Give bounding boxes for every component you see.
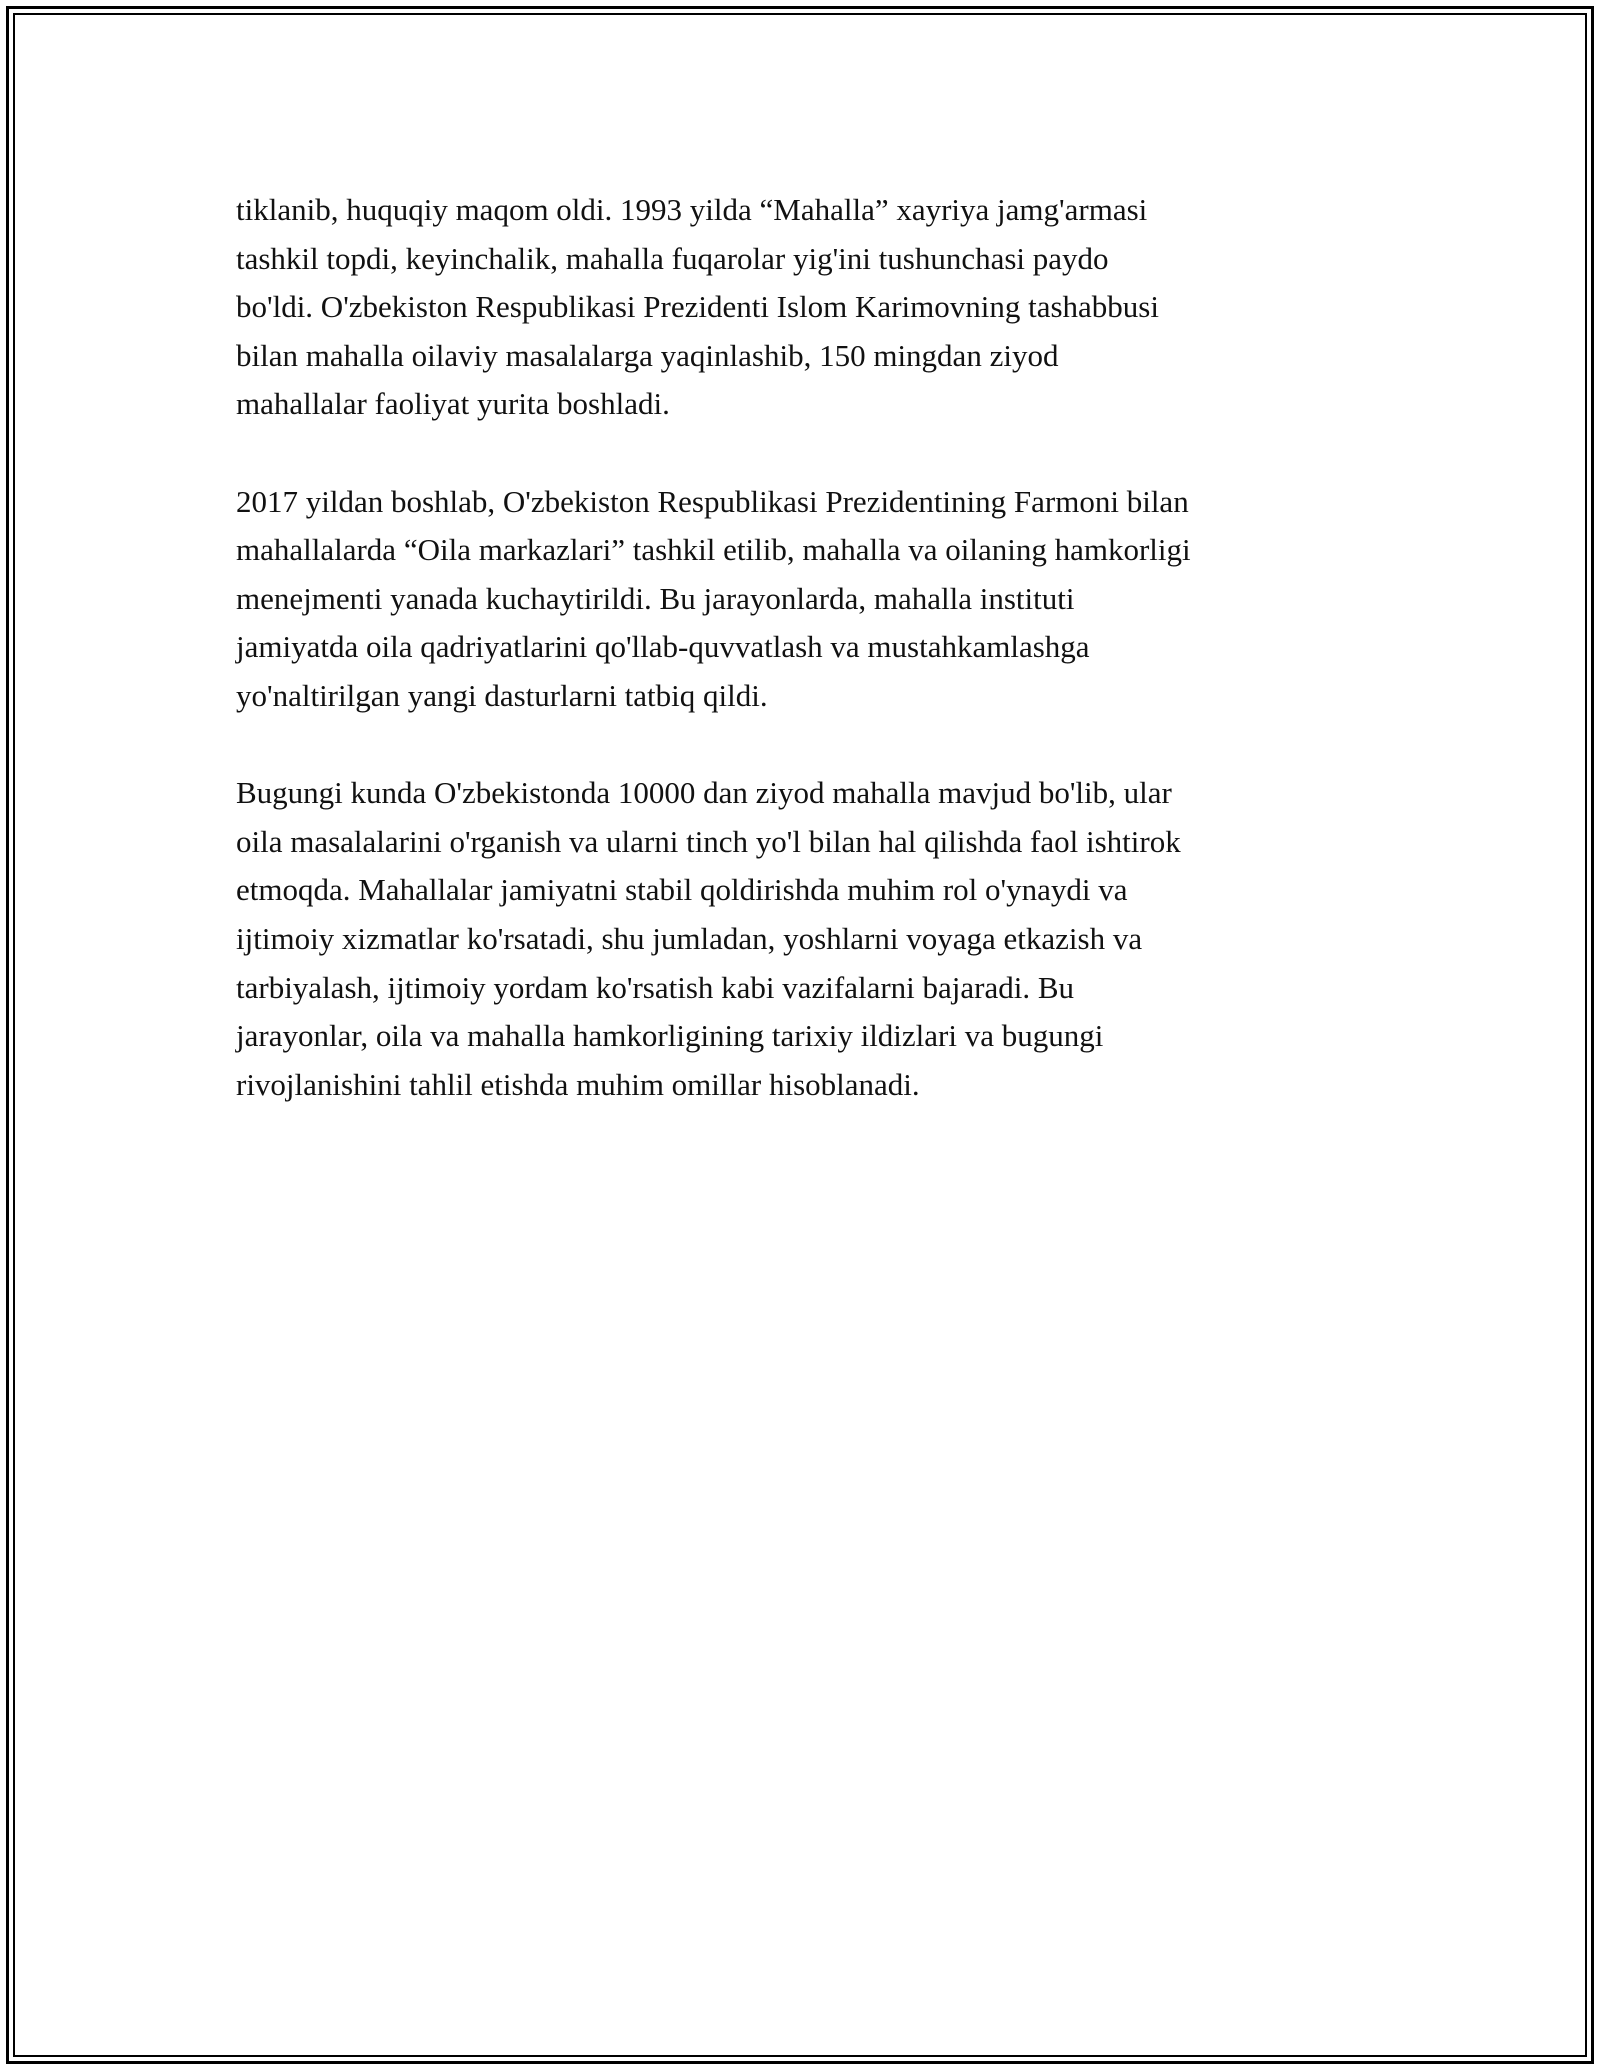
text-line: 2017 yildan boshlab, O'zbekiston Respublikasi Prezidentining Farmoni bilan: [236, 483, 1189, 519]
text-line: yo'naltirilgan yangi dasturlarni tatbiq qildi.: [236, 677, 768, 713]
text-line: jamiyatda oila qadriyatlarini qo'llab-quvvatlash va mustahkamlashga: [236, 629, 1090, 665]
text-line: ijtimoiy xizmatlar ko'rsatadi, shu jumladan, yoshlarni voyaga etkazish va: [236, 920, 1143, 956]
text-line: tarbiyalash, ijtimoiy yordam ko'rsatish kabi vazifalarni bajaradi. Bu: [236, 969, 1075, 1005]
text-line: menejmenti yanada kuchaytirildi. Bu jarayonlarda, mahalla instituti: [236, 580, 1075, 616]
text-line: tashkil topdi, keyinchalik, mahalla fuqarolar yig'ini tushunchasi paydo: [236, 240, 1109, 276]
text-line: mahallalarda “Oila markazlari” tashkil etilib, mahalla va oilaning hamkorligi: [236, 532, 1191, 568]
text-line: etmoqda. Mahallalar jamiyatni stabil qoldirishda muhim rol o'ynaydi va: [236, 872, 1128, 908]
text-line: mahallalar faoliyat yurita boshladi.: [236, 386, 670, 422]
text-line: Bugungi kunda O'zbekistonda 10000 dan ziyod mahalla mavjud bo'lib, ular: [236, 775, 1172, 811]
text-line: tiklanib, huquqiy maqom oldi. 1993 yilda “Mahalla” xayriya jamg'armasi: [236, 192, 1148, 227]
text-line: jarayonlar, oila va mahalla hamkorligining tarixiy ildizlari va bugungi: [236, 1018, 1104, 1054]
document-body: [236, 186, 1376, 1158]
text-line: bilan mahalla oilaviy masalalarga yaqinlashib, 150 mingdan ziyod: [236, 337, 1059, 373]
text-line: oila masalalarini o'rganish va ularni tinch yo'l bilan hal qilishda faol ishtirok: [236, 823, 1181, 859]
paragraph-2: [236, 478, 1376, 721]
text-line: bo'ldi. O'zbekiston Respublikasi Prezidenti Islom Karimovning tashabbusi: [236, 289, 1159, 325]
text-line: rivojlanishini tahlil etishda muhim omillar hisoblanadi.: [236, 1066, 920, 1102]
paragraph-1: [236, 186, 1376, 429]
paragraph-3: [236, 769, 1376, 1109]
